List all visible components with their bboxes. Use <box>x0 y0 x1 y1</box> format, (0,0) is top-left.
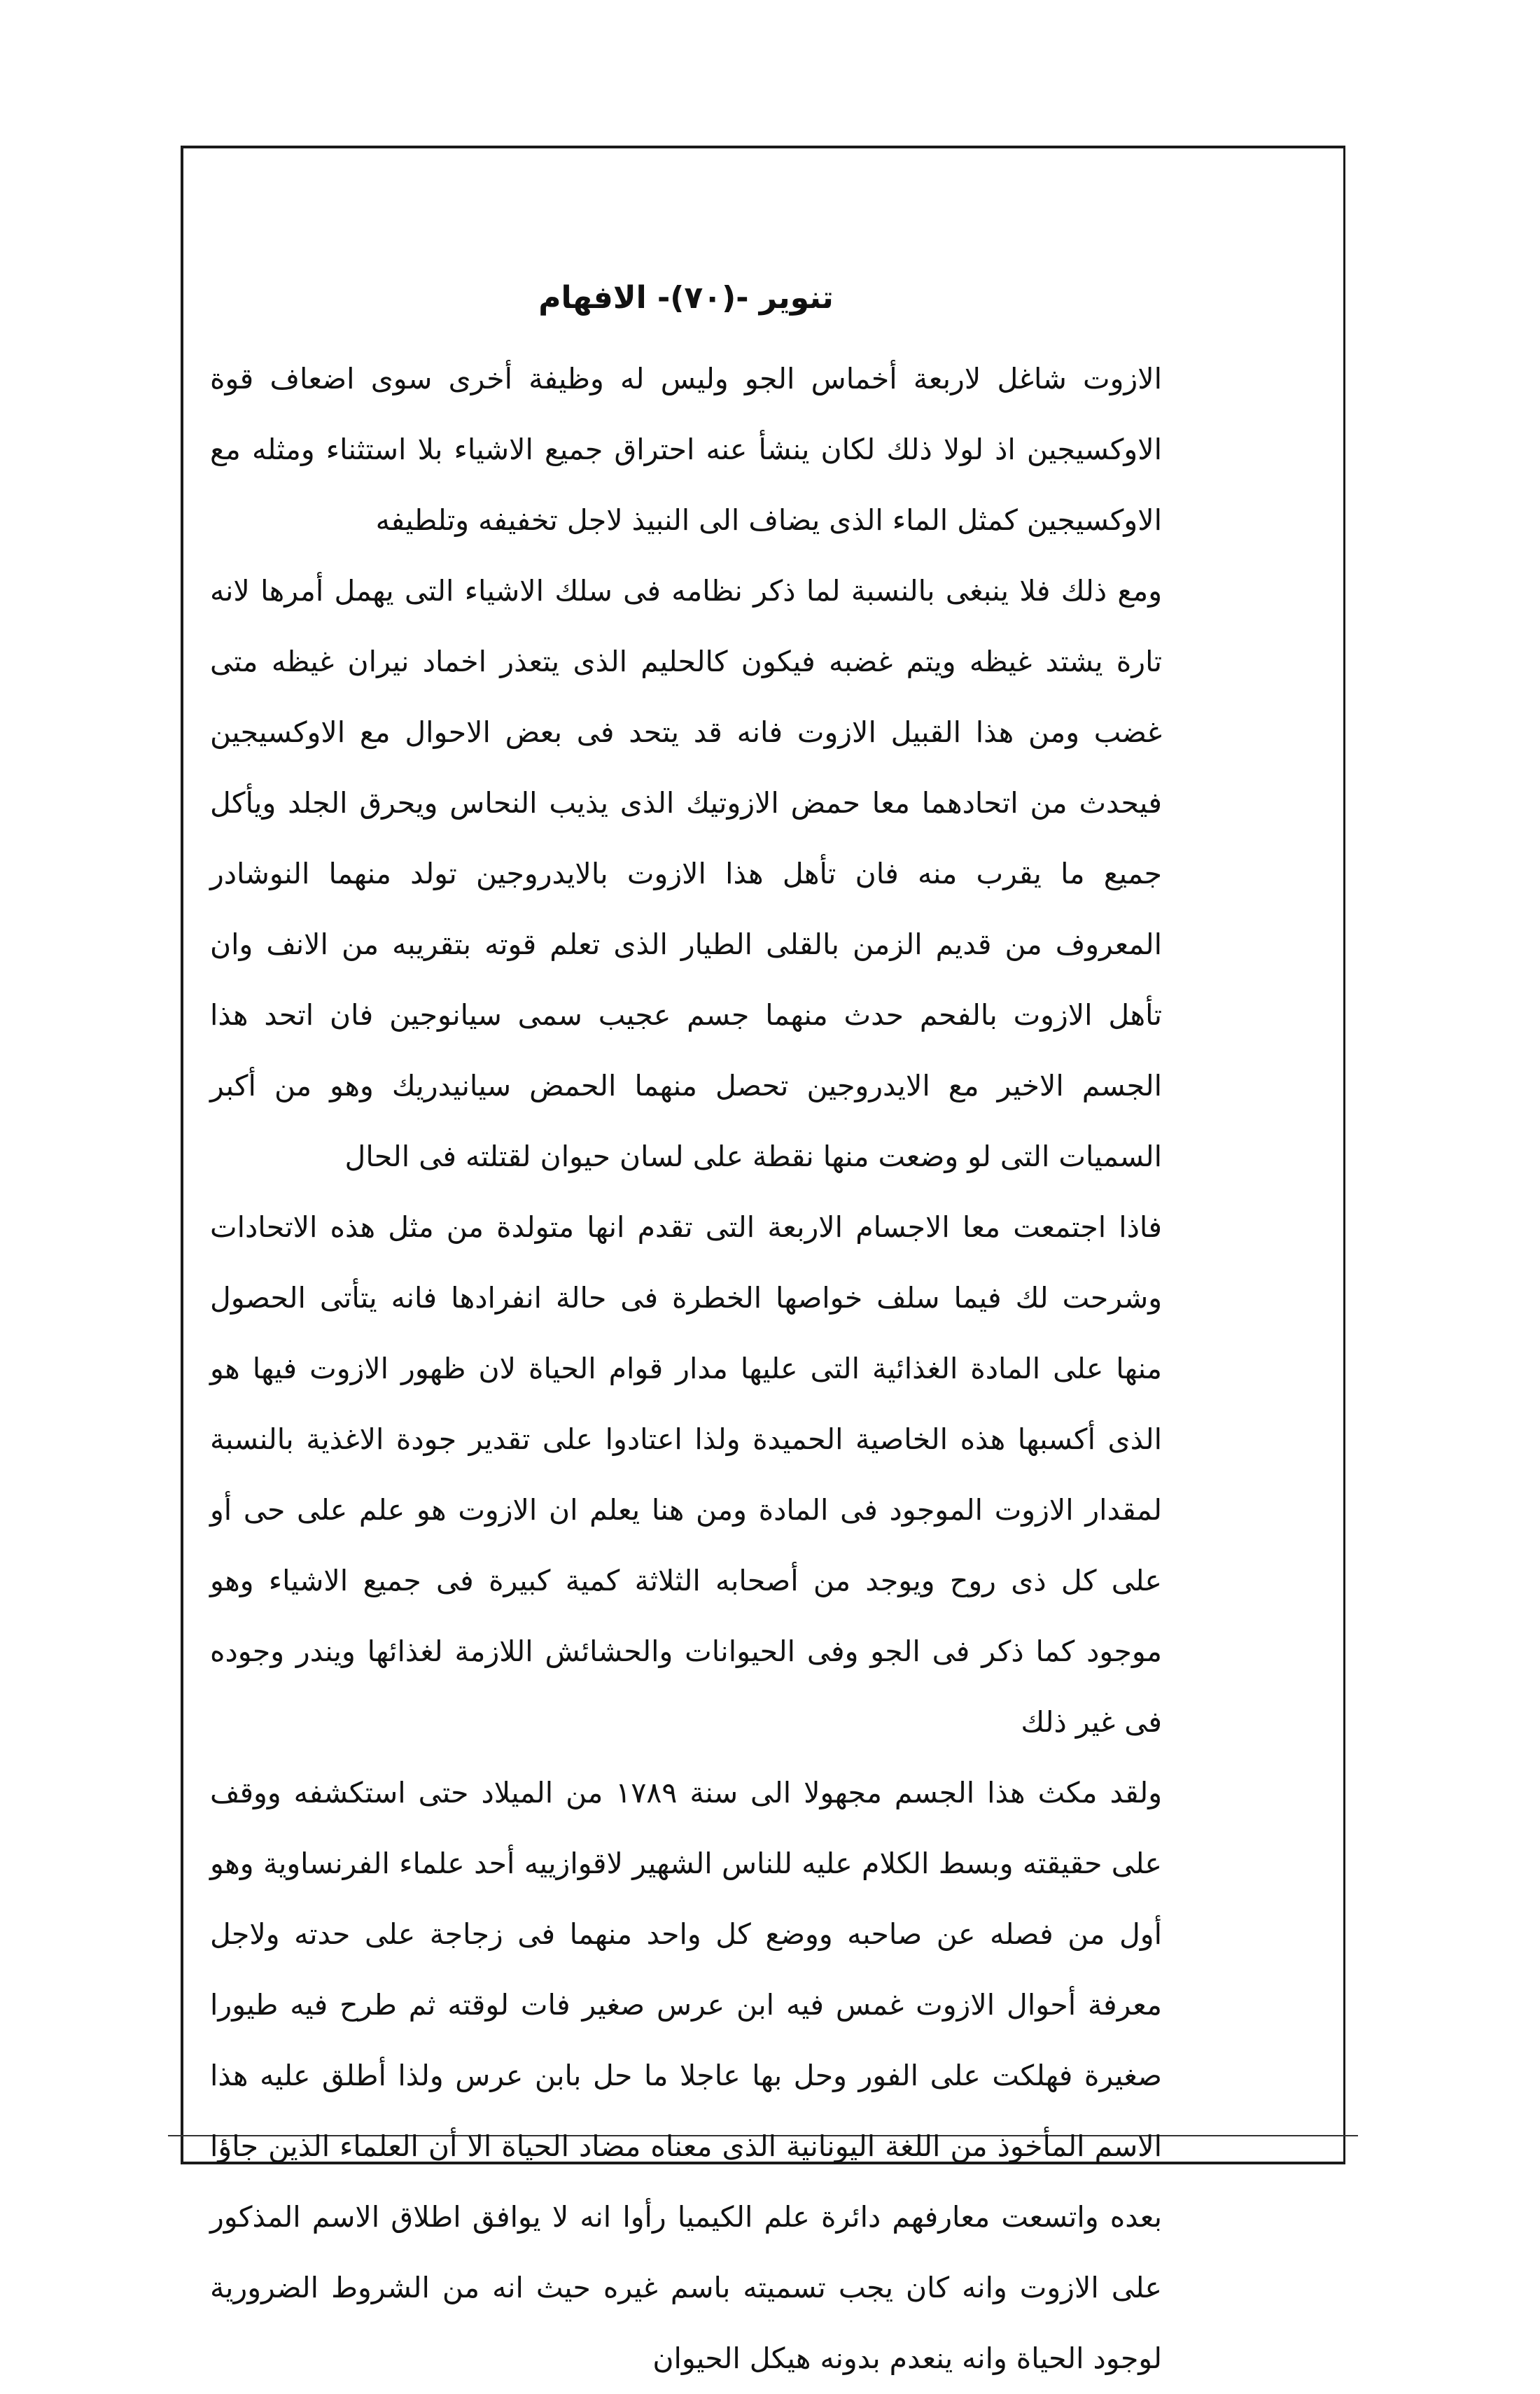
paragraph-3: فاذا اجتمعت معا الاجسام الاربعة التى تقدم انها متولدة من مثل هذه الاتحادات وشرحت لك فيما سلف خواصها الخطرة فى حالة انفرادها فانه يتأتى الحصول منها على المادة الغذائية التى عليها مدار قوام الحياة لان ظهور الازوت فيها هو الذى أكسبها هذه الخاصية الحميدة ولذا اعتادوا على تقدير جودة الاغذية بالنسبة لمقدار الازوت الموجود فى المادة ومن هنا يعلم ان الازوت هو علم على حى أو على كل ذى روح ويوجد من أصحابه الثلاثة كمية كبيرة فى جميع الاشياء وهو موجود كما ذكر فى الجو وفى الحيوانات والحشائش اللازمة لغذائها ويندر وجوده فى غير ذلك <box>210 1210 1162 1739</box>
paragraph-4: ولقد مكث هذا الجسم مجهولا الى سنة ١٧٨٩ من الميلاد حتى استكشفه ووقف على حقيقته وبسط الكلام عليه للناس الشهير لاقوازييه أحد علماء الفرنساوية وهو أول من فصله عن صاحبه ووضع كل واحد منهما فى زجاجة على حدته ولاجل معرفة أحوال الازوت غمس فيه ابن عرس صغير فات لوقته ثم طرح فيه طيورا صغيرة فهلكت على الفور وحل بها عاجلا ما حل بابن عرس ولذا أطلق عليه هذا الاسم المأخوذ من اللغة اليونانية الذى معناه مضاد الحياة الا أن العلماء الذين جاؤا بعده واتسعت معارفهم دائرة علم الكيميا رأوا انه لا يوافق اطلاق الاسم المذكور على الازوت وانه كان يجب تسميته باسم غيره حيث انه من الشروط الضرورية لوجود الحياة وانه ينعدم بدونه هيكل الحيوان <box>210 1776 1162 2375</box>
paragraph-1: الازوت شاغل لاربعة أخماس الجو وليس له وظيفة أخرى سوى اضعاف قوة الاوكسيجين اذ لولا ذلك لكان ينشأ عنه احتراق جميع الاشياء بلا استثناء ومثله مع الاوكسيجين كمثل الماء الذى يضاف الى النبيذ لاجل تخفيفه وتلطيفه <box>210 362 1162 537</box>
page-header: تنوير -(٧٠)- الافهام <box>538 280 834 316</box>
page-body <box>210 280 1162 2394</box>
paragraph-2: ومع ذلك فلا ينبغى بالنسبة لما ذكر نظامه فى سلك الاشياء التى يهمل أمرها لانه تارة يشتد غيظه ويتم غضبه فيكون كالحليم الذى يتعذر اخماد نيران غيظه متى غضب ومن هذا القبيل الازوت فانه قد يتحد فى بعض الاحوال مع الاوكسيجين فيحدث من اتحادهما معا حمض الازوتيك الذى يذيب النحاس ويحرق الجلد ويأكل جميع ما يقرب منه فان تأهل هذا الازوت بالايدروجين تولد منهما النوشادر المعروف من قديم الزمن بالقلى الطيار الذى تعلم قوته بتقريبه من الانف وان تأهل الازوت بالفحم حدث منهما جسم عجيب سمى سيانوجين فان اتحد هذا الجسم الاخير مع الايدروجين تحصل منهما الحمض سيانيدريك وهو من أكبر السميات التى لو وضعت منها نقطة على لسان حيوان لقتلته فى الحال <box>210 574 1162 1173</box>
